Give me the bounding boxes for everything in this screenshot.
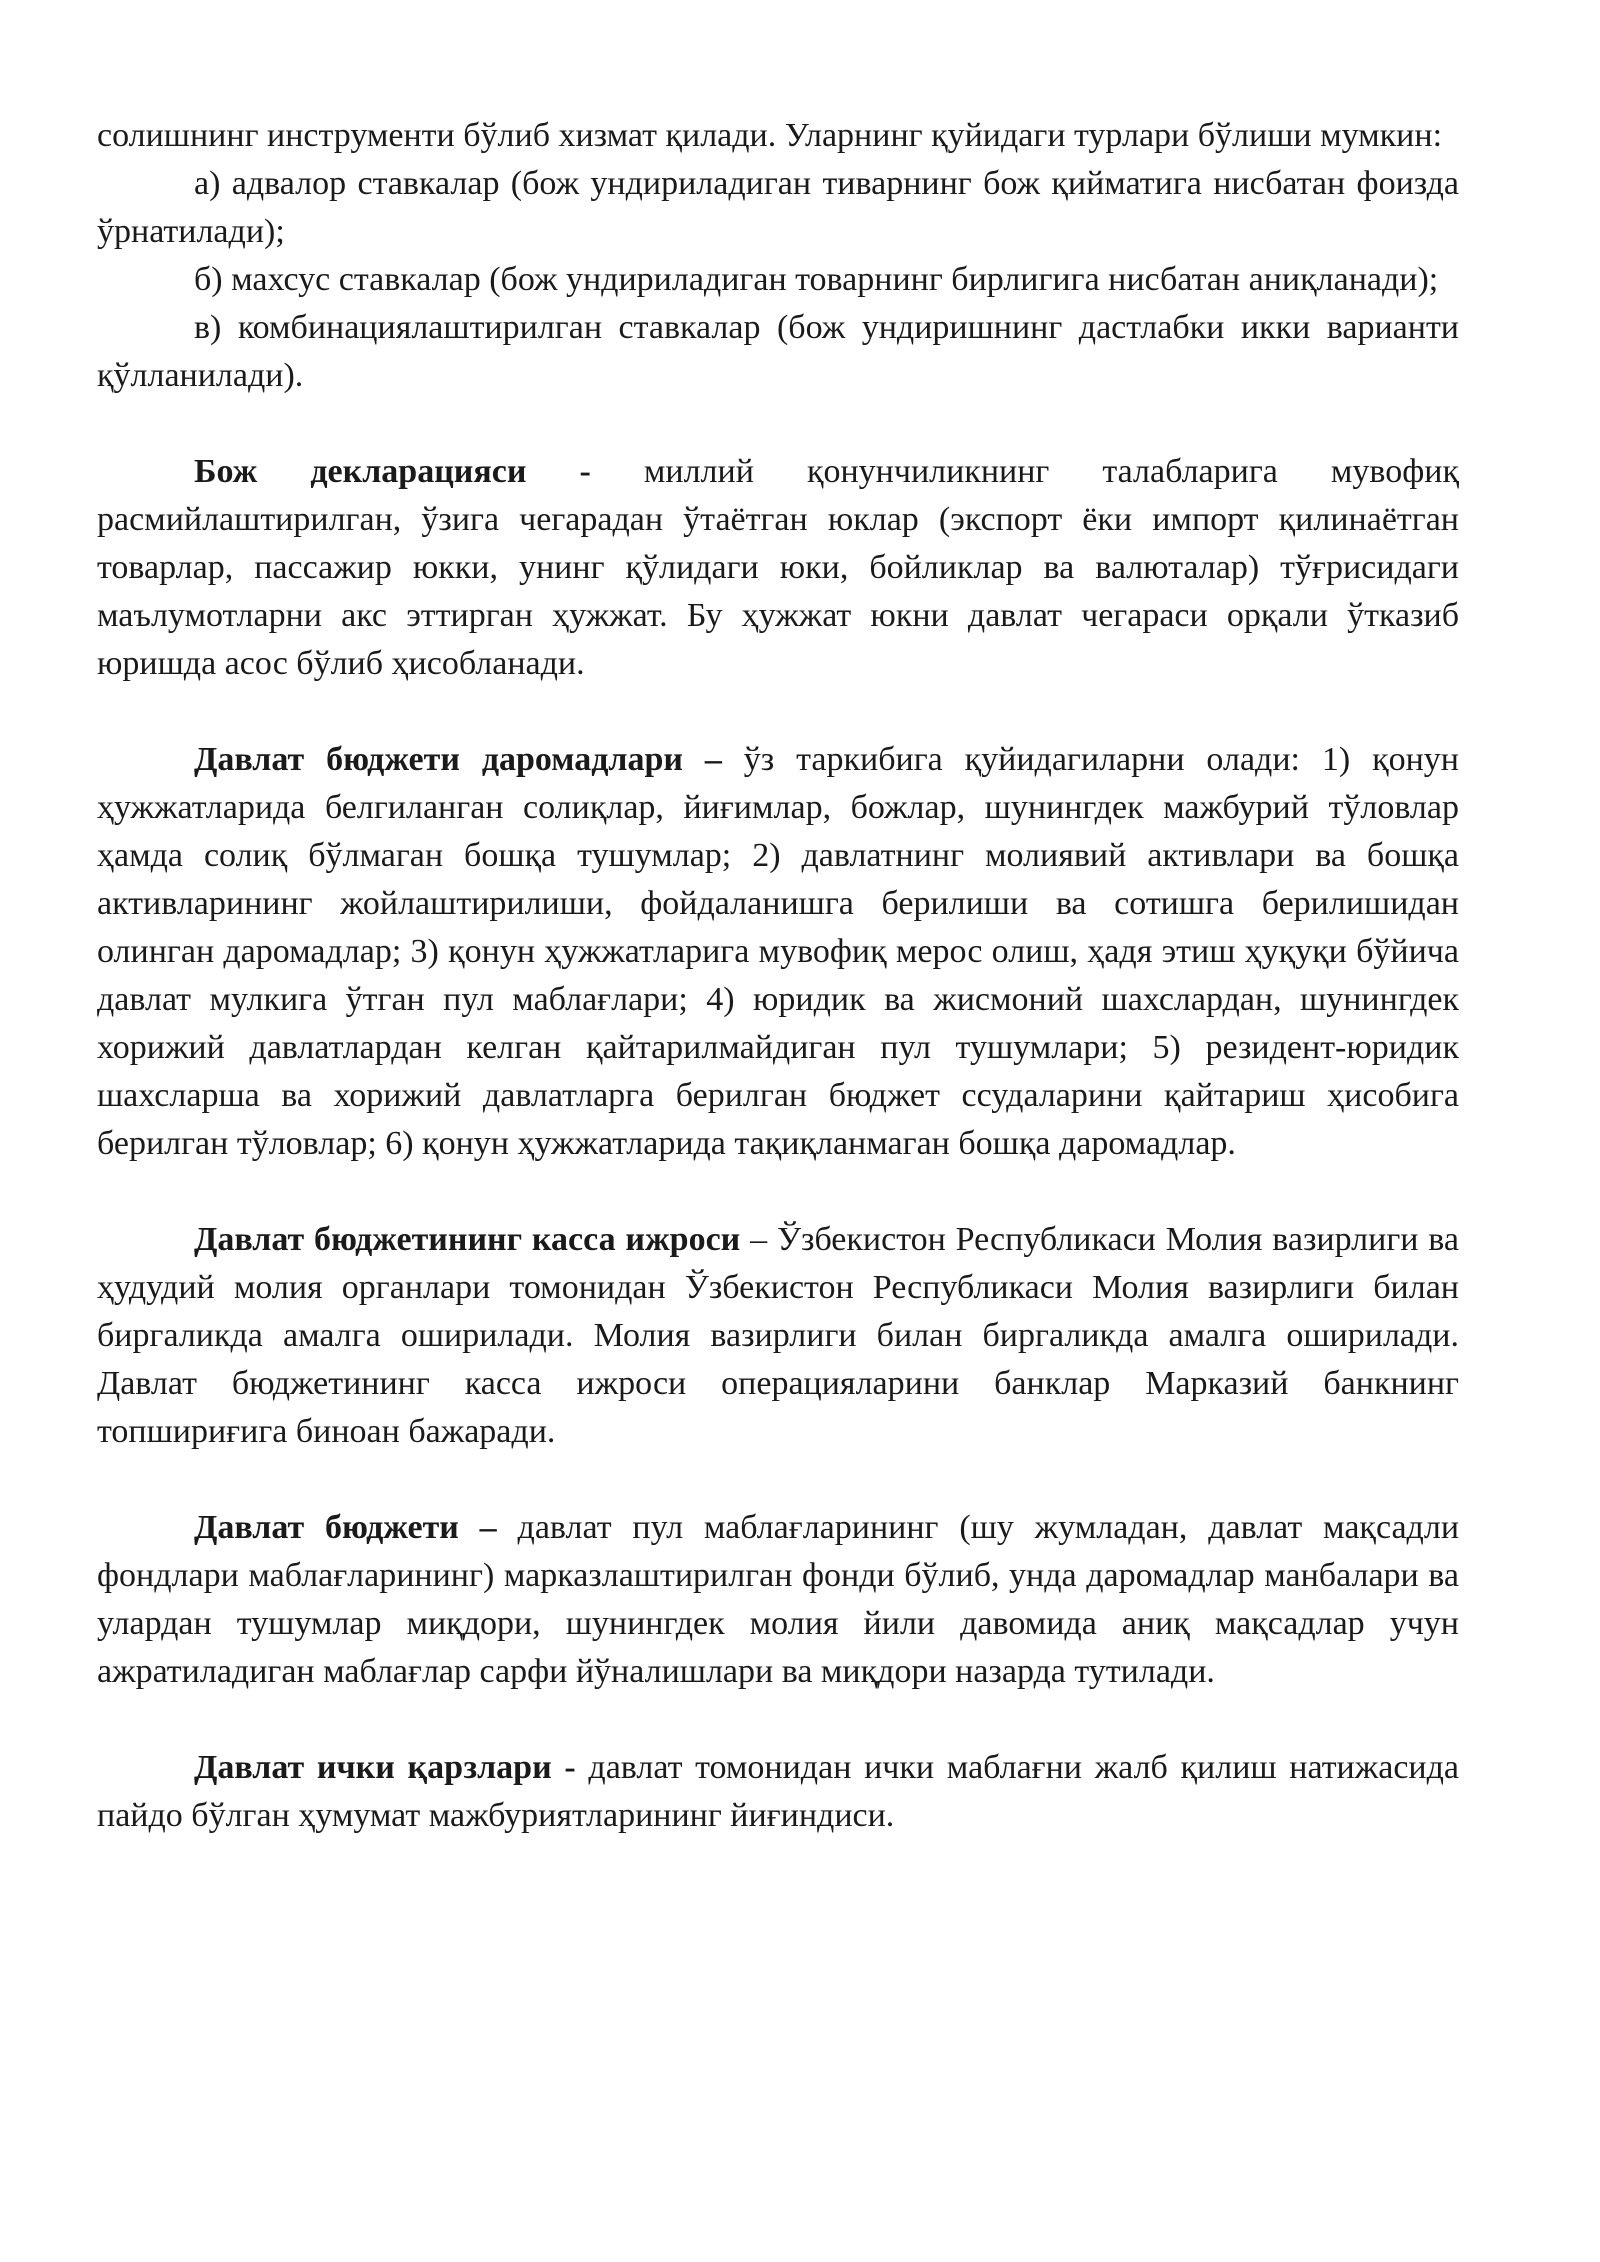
definition-term: Давлат бюджети даромадлари – <box>194 741 744 778</box>
definition-customs-declaration <box>97 448 1459 688</box>
list-item-b: б) махсус ставкалар (бож ундириладиган товарнинг бирлигига нисбатан аниқланади); <box>194 261 1439 298</box>
definition-body: давлат пул маблағларининг (шу жумладан, давлат мақсадли фондлари маблағларининг) марказлаштирилган фонди бўлиб, унда даромадлар манбалари ва улардан тушумлар миқдори, шунингдек молия йили давомида аниқ мақсадлар учун ажратиладиган маблағлар сарфи йўналишлари ва миқдори назарда тутилади. <box>97 1509 1460 1690</box>
definition-body: ўз таркибига қуйидагиларни олади: 1) қонун ҳужжатларида белгиланган солиқлар, йиғимлар, божлар, шунингдек мажбурий тўловлар ҳамда солиқ бўлмаган бошқа тушумлар; 2) давлатнинг молиявий активлари ва бошқа активларининг жойлаштирилиши, фойдаланишга берилиши ва сотишга берилишидан олинган даромадлар; 3) қонун ҳужжатларига мувофиқ мерос олиш, ҳадя этиш ҳуқуқи бўйича давлат мулкига ўтган пул маблағлари; 4) юридик ва жисмоний шахслардан, шунингдек хорижий давлатлардан келган қайтарилмайдиган пул тушумлари; 5) резидент-юридик шахсларша ва хорижий давлатларга берилган бюджет ссудаларини қайтариш ҳисобига берилган тўловлар; 6) қонун ҳужжатларида тақиқланмаган бошқа даромадлар. <box>97 741 1460 1162</box>
definition-body: миллий қонунчиликнинг талабларига мувофиқ расмийлаштирилган, ўзига чегарадан ўтаётган юклар (экспорт ёки импорт қилинаётган товарлар, пассажир юкки, унинг қўлидаги юки, бойликлар ва валюталар) тўғрисидаги маълумотларни акс эттирган ҳужжат. Бу ҳужжат юкни давлат чегараси орқали ўтказиб юришда асос бўлиб ҳисобланади. <box>97 453 1459 682</box>
definition-body: давлат томонидан ички маблағни жалб қилиш натижасида пайдо бўлган ҳумумат мажбуриятларининг йиғиндиси. <box>97 1749 1460 1834</box>
definition-body: – Ўзбекистон Республикаси Молия вазирлиги ва ҳудудий молия органлари томонидан Ўзбекистон Республикаси Молия вазирлиги билан биргаликда амалга оширилади. Молия вазирлиги билан биргаликда амалга оширилади. Давлат бюджетининг касса ижроси операцияларини банклар Марказий банкнинг топшириғига биноан бажаради. <box>97 1221 1459 1450</box>
definition-internal-debt <box>97 1744 1459 1840</box>
intro-paragraph: солишнинг инструменти бўлиб хизмат қилади. Уларнинг қуйидаги турлари бўлиши мумкин: <box>97 117 1443 154</box>
document-page <box>97 112 1459 1840</box>
list-item-a: а) адвалор ставкалар (бож ундириладиган тиварнинг бож қийматига нисбатан фоизда ўрнатилади); <box>97 165 1459 250</box>
definition-budget-cash-execution <box>97 1216 1459 1456</box>
definition-state-budget-revenues <box>97 736 1459 1168</box>
definition-state-budget <box>97 1504 1459 1696</box>
list-item-c: в) комбинациялаштирилган ставкалар (бож ундиришнинг дастлабки икки варианти қўлланилади). <box>97 309 1459 394</box>
definition-term: Давлат бюджетининг касса ижроси <box>194 1221 741 1258</box>
definition-term: Давлат ички қарзлари - <box>194 1749 589 1786</box>
definition-term: Давлат бюджети – <box>194 1509 518 1546</box>
definition-term: Бож декларацияси - <box>194 453 644 490</box>
